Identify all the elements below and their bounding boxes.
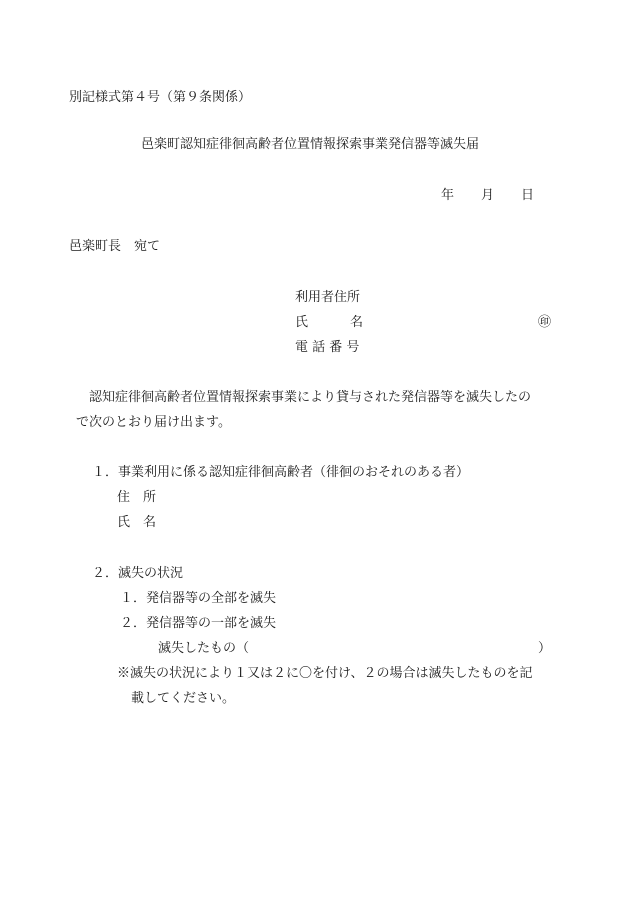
- note-line-1: ※滅失の状況により１又は２に〇を付け、２の場合は滅失したものを記: [117, 666, 533, 681]
- seal-mark: ㊞: [538, 315, 552, 330]
- section1-heading: １．事業利用に係る認知症徘徊高齢者（徘徊のおそれのある者）: [92, 465, 470, 480]
- section1-address-label: 住 所: [117, 490, 157, 505]
- note-line-2: 載してください。: [131, 691, 236, 706]
- section2-option-2: ２．発信器等の一部を滅失: [120, 616, 277, 631]
- applicant-name-label-first: 氏: [295, 315, 309, 330]
- addressee: 邑楽町長 宛て: [69, 239, 161, 254]
- form-number: 別記様式第４号（第９条関係）: [69, 90, 252, 105]
- document-title: 邑楽町認知症徘徊高齢者位置情報探索事業発信器等滅失届: [141, 137, 480, 152]
- date-year: 年: [441, 188, 455, 203]
- lost-items-label: 滅失したもの（: [158, 641, 250, 656]
- section2-option-1: １．発信器等の全部を滅失: [120, 591, 277, 606]
- applicant-phone-label: 電 話 番 号: [295, 340, 360, 355]
- body-text-line-1: 認知症徘徊高齢者位置情報探索事業により貸与された発信器等を滅失したの: [89, 390, 532, 405]
- date-month: 月: [481, 188, 495, 203]
- date-day: 日: [521, 188, 535, 203]
- body-text-line-2: で次のとおり届け出ます。: [76, 415, 231, 430]
- section1-name-label: 氏 名: [117, 515, 157, 530]
- applicant-address-label: 利用者住所: [295, 290, 361, 305]
- lost-items-close-paren: ）: [538, 641, 552, 656]
- section2-heading: ２．滅失の状況: [92, 566, 184, 581]
- applicant-name-label-second: 名: [350, 315, 364, 330]
